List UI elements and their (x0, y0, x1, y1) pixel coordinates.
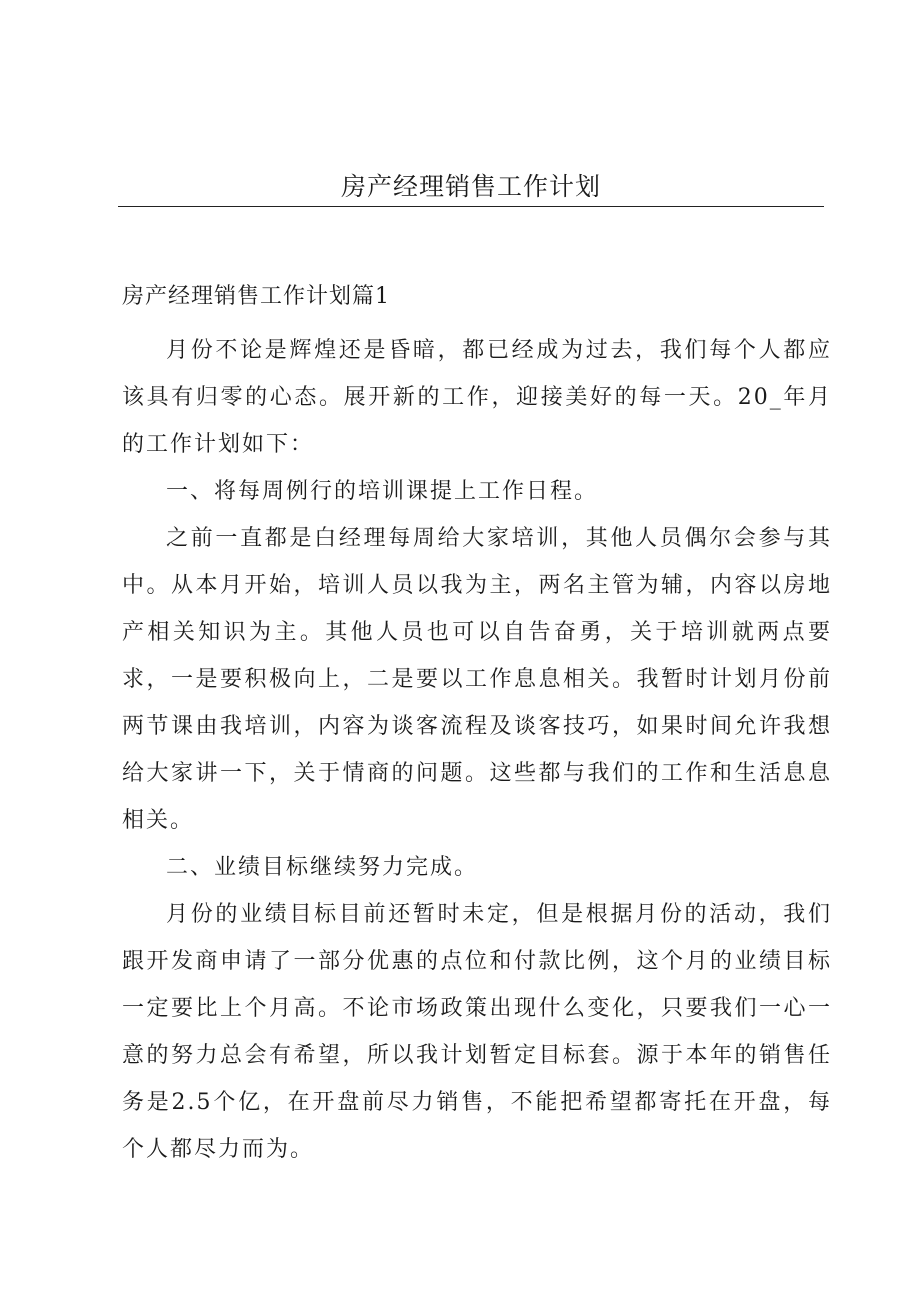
paragraph-item-one-heading: 一、将每周例行的培训课提上工作日程。 (166, 479, 599, 504)
paragraph-sales-target: 月份的业绩目标目前还暂时未定，但是根据月份的活动，我们跟开发商申请了一部分优惠的点位和付款比例，这个月的业绩目标一定要比上个月高。不论市场政策出现什么变化，只要我们一心一意的努力总会有希望，所以我计划暂定目标套。源于本年的销售任务是2.5个亿，在开盘前尽力销售，不能把希望都寄托在开盘，每个人都尽力而为。 (122, 902, 832, 1162)
paragraph-intro: 月份不论是辉煌还是昏暗，都已经成为过去，我们每个人都应该具有归零的心态。展开新的工作，迎接美好的每一天。20_年月的工作计划如下： (122, 338, 832, 457)
title-divider (118, 206, 824, 207)
paragraph-training: 之前一直都是白经理每周给大家培训，其他人员偶尔会参与其中。从本月开始，培训人员以我为主，两名主管为辅，内容以房地产相关知识为主。其他人员也可以自告奋勇，关于培训就两点要求，一是要积极向上，二是要以工作息息相关。我暂时计划月份前两节课由我培训，内容为谈客流程及谈客技巧，如果时间允许我想给大家讲一下，关于情商的问题。这些都与我们的工作和生活息息相关。 (122, 526, 832, 833)
paragraph-item-two-heading: 二、业绩目标继续努力完成。 (166, 855, 479, 880)
document-body (122, 280, 832, 1173)
document-title: 房产经理销售工作计划 (340, 172, 601, 201)
section-heading: 房产经理销售工作计划篇1 (122, 284, 390, 309)
